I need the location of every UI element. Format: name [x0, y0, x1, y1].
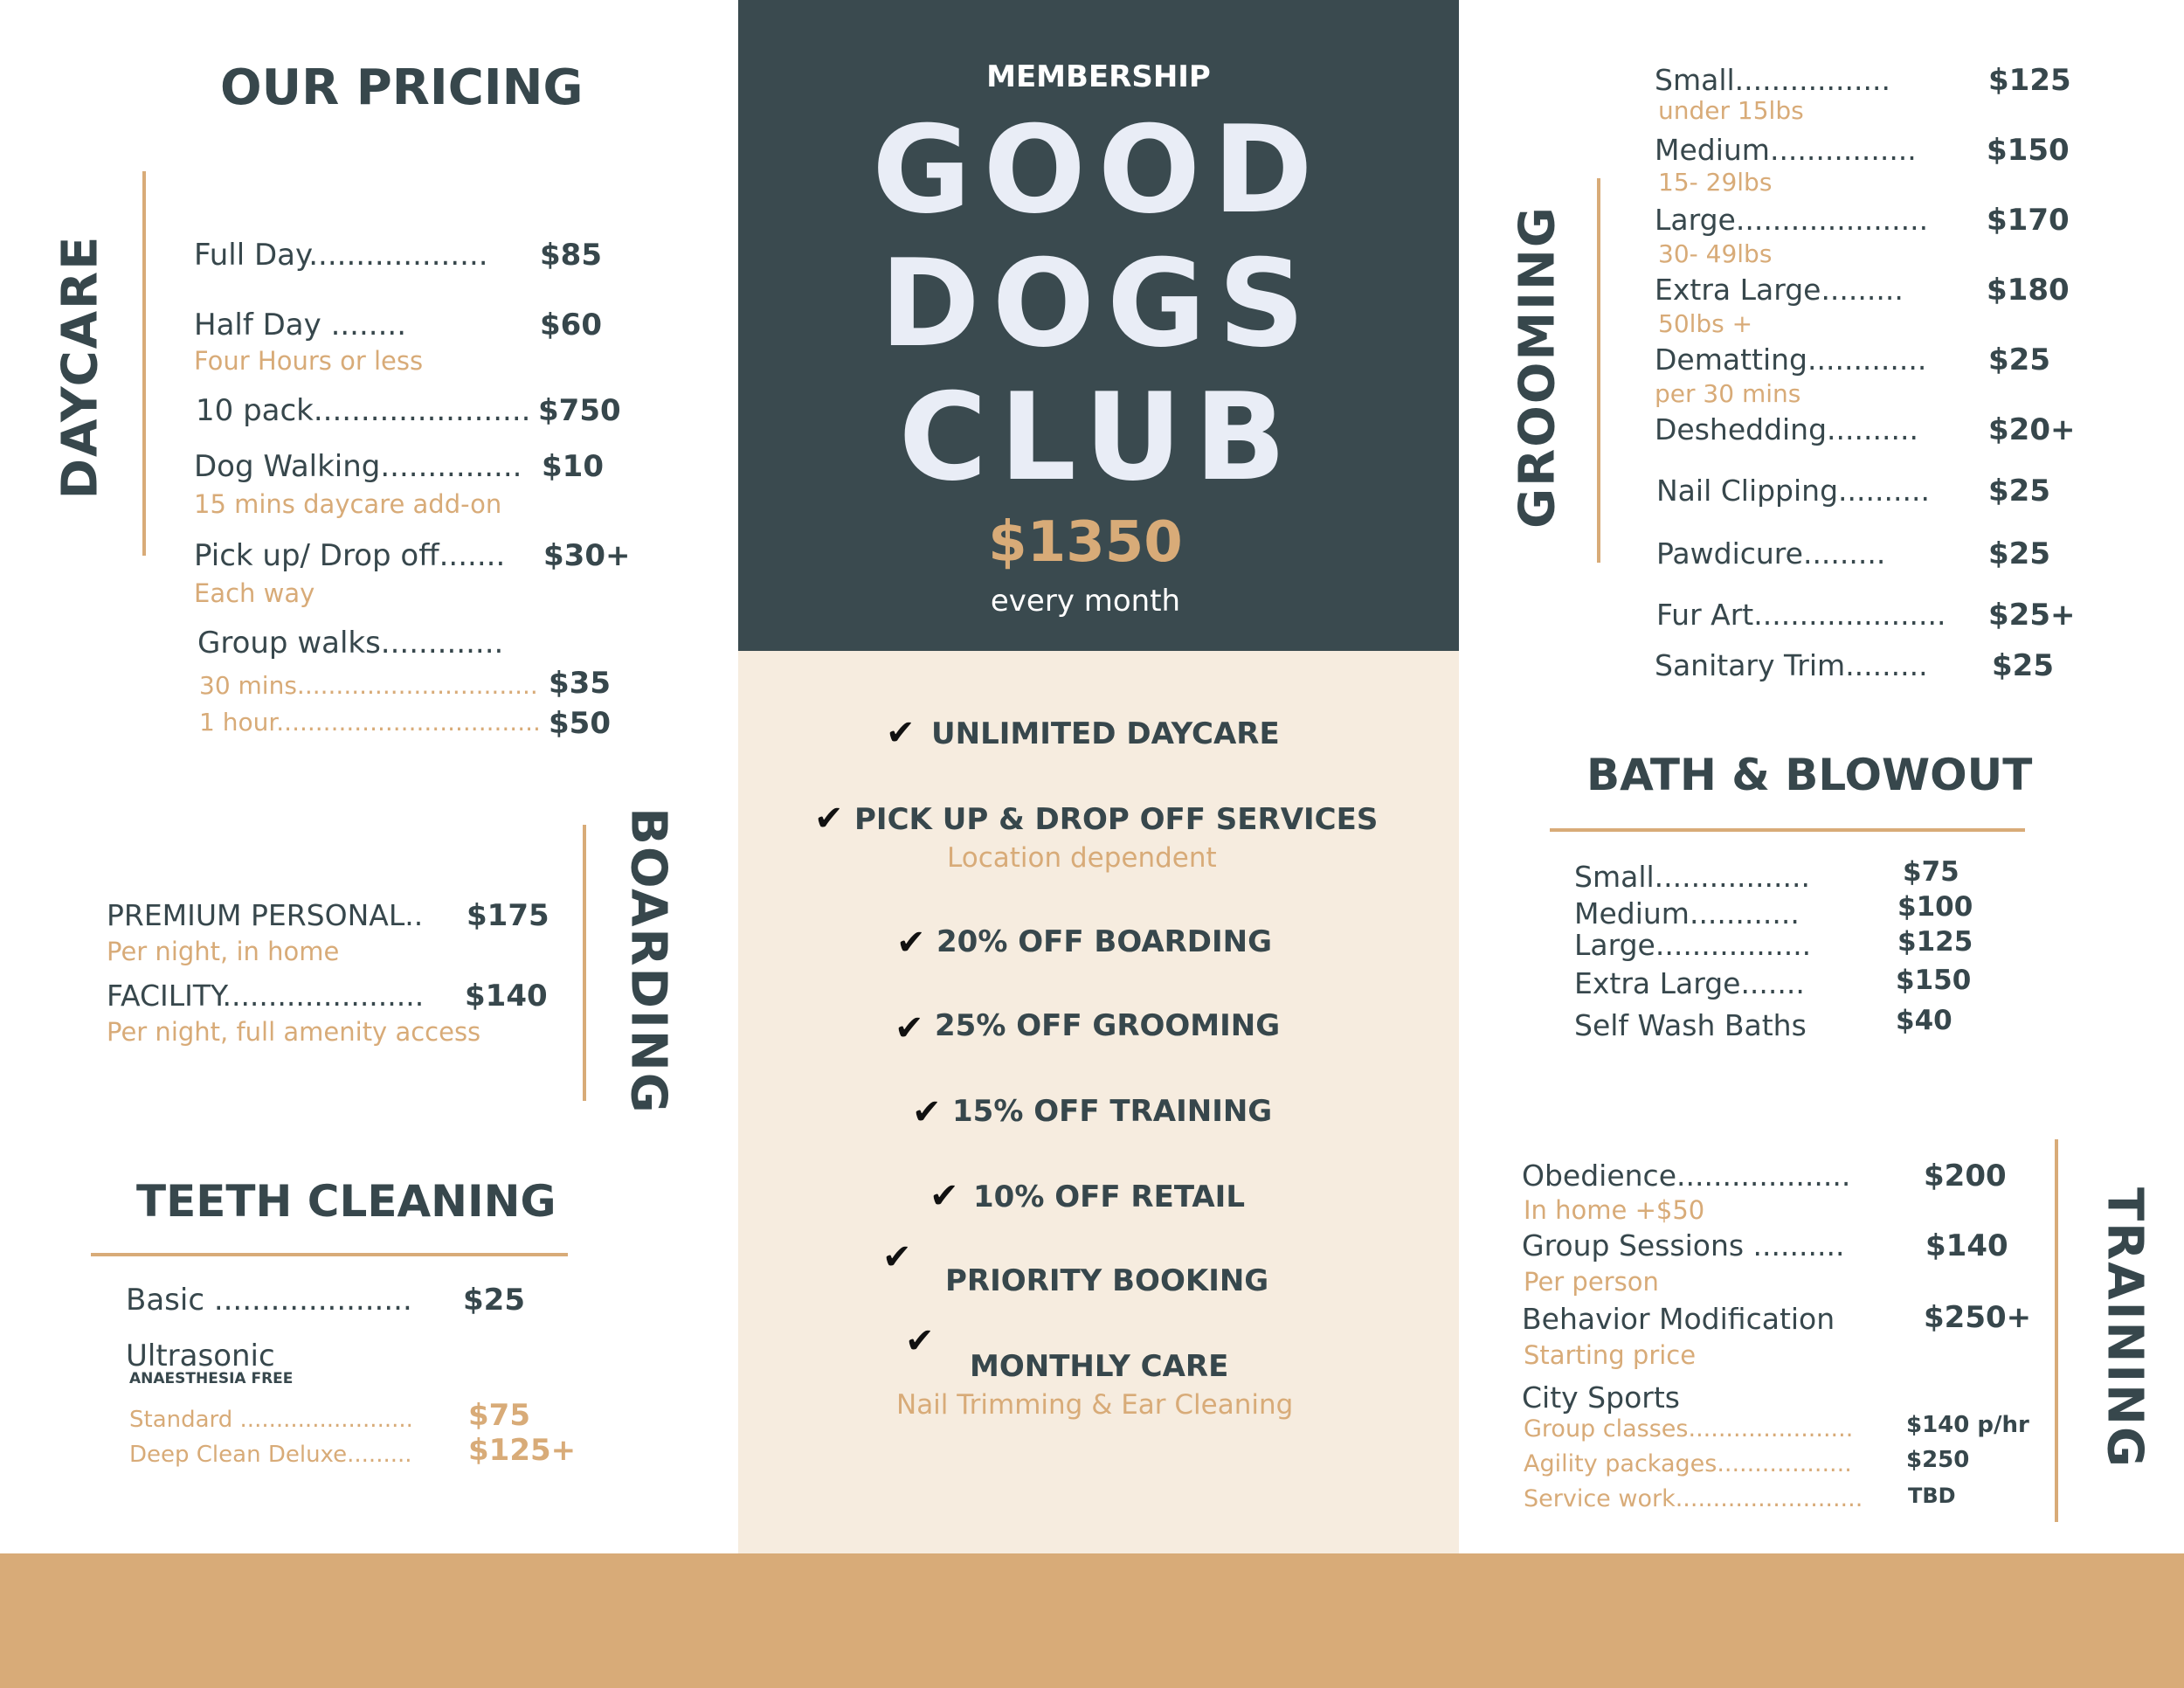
list-item-note: 15- 29lbs [1658, 168, 1773, 197]
list-item-price: $35 [549, 666, 611, 701]
list-item-price: $250 [1906, 1447, 1970, 1473]
list-item-price: $10 [542, 449, 604, 484]
benefit-title: 25% OFF GROOMING [935, 1008, 1281, 1043]
list-item-name: Full Day................... [194, 238, 488, 273]
list-item-price: $25 [463, 1283, 525, 1318]
list-item-note: under 15lbs [1658, 96, 1804, 125]
check-icon: ✔ [930, 1176, 959, 1216]
list-item-price: $140 [1925, 1228, 2008, 1263]
list-item-name: Small................. [1574, 860, 1810, 894]
list-item-price: $25 [1988, 474, 2050, 508]
list-item-note: Starting price [1524, 1340, 1697, 1370]
list-item-name: Behavior Modification [1522, 1302, 1835, 1336]
list-item-price: $30+ [543, 538, 631, 573]
check-icon: ✔ [882, 1237, 912, 1277]
list-item-name: 30 mins............................... [199, 671, 538, 700]
list-item-name: Extra Large......... [1655, 273, 1904, 307]
list-item-name: Large..................... [1655, 203, 1929, 237]
benefit-title: 10% OFF RETAIL [973, 1180, 1245, 1214]
training-heading: TRAINING [2096, 1186, 2153, 1470]
footer-bar [0, 1553, 2184, 1688]
list-item-price: $25 [1988, 342, 2050, 377]
list-item-note: Each way [194, 578, 315, 608]
club-name-line1: GOOD [872, 100, 1325, 240]
benefit-title: 15% OFF TRAINING [952, 1094, 1273, 1129]
list-item-name: 10 pack....................... [196, 393, 531, 428]
boarding-heading: BOARDING [619, 807, 677, 1115]
list-item-price: $25 [1988, 536, 2050, 571]
list-item-price: $150 [1896, 965, 1972, 996]
list-item-name: Pick up/ Drop off....... [194, 538, 506, 573]
list-item-price: $40 [1896, 1005, 1952, 1036]
list-item-price: $25+ [1988, 598, 2076, 633]
list-item-name: Agility packages.................. [1524, 1450, 1852, 1477]
club-name-line2: DOGS [880, 233, 1317, 374]
list-item-price: $125 [1988, 63, 2071, 98]
list-item-name: Medium................ [1655, 133, 1917, 167]
list-item-price: $200 [1924, 1159, 2007, 1193]
list-item-name: Half Day ........ [194, 308, 407, 342]
list-item-name: Ultrasonic [126, 1339, 275, 1373]
list-item-price: $140 p/hr [1906, 1412, 2029, 1438]
list-item-name: FACILITY...................... [107, 979, 425, 1013]
list-item-name: Dog Walking............... [194, 449, 522, 484]
list-item-price: $20+ [1988, 412, 2076, 447]
check-icon: ✔ [895, 1008, 924, 1048]
check-icon: ✔ [896, 923, 926, 963]
list-item-price: $75 [468, 1398, 530, 1433]
list-item-name: Pawdicure......... [1656, 536, 1886, 571]
list-item-price: $85 [540, 238, 602, 273]
check-icon: ✔ [814, 799, 844, 839]
check-icon: ✔ [905, 1321, 935, 1361]
list-item-name: Fur Art..................... [1656, 598, 1946, 632]
daycare-divider [142, 171, 146, 556]
list-item-name: Group Sessions .......... [1522, 1228, 1845, 1263]
training-divider [2055, 1139, 2058, 1522]
list-item-name: Sanitary Trim......... [1655, 648, 1928, 682]
list-item-price: $25 [1992, 648, 2054, 683]
benefit-note: Nail Trimming & Ear Cleaning [896, 1389, 1294, 1421]
list-item-note: In home +$50 [1524, 1195, 1705, 1225]
membership-label: MEMBERSHIP [986, 59, 1211, 94]
list-item-name: Deshedding.......... [1655, 412, 1918, 446]
list-item-name: Group classes...................... [1524, 1415, 1854, 1442]
list-item-name: PREMIUM PERSONAL.. [107, 898, 424, 932]
list-item-name: City Sports [1522, 1380, 1680, 1415]
teeth-heading: TEETH CLEANING [136, 1176, 556, 1227]
check-icon: ✔ [912, 1092, 942, 1132]
list-item-note: 30- 49lbs [1658, 239, 1773, 268]
list-item-note: Per night, in home [107, 937, 340, 966]
list-item-name: Dematting............. [1655, 342, 1927, 377]
list-item-price: $100 [1897, 891, 1973, 923]
bath-divider [1550, 828, 2025, 832]
list-item-note: ANAESTHESIA FREE [129, 1370, 294, 1387]
list-item-name: Deep Clean Deluxe......... [129, 1442, 412, 1468]
list-item-price: $140 [465, 979, 548, 1013]
list-item-name: Small................. [1655, 63, 1890, 97]
list-item-price: $750 [538, 393, 621, 428]
boarding-divider [583, 825, 586, 1101]
list-item-name: Service work......................... [1524, 1485, 1863, 1512]
list-item-name: 1 hour.................................. [199, 708, 541, 737]
list-item-price: $60 [540, 308, 602, 342]
benefit-title: PICK UP & DROP OFF SERVICES [854, 802, 1379, 837]
membership-price: $1350 [988, 510, 1183, 575]
teeth-divider [91, 1253, 568, 1256]
list-item-name: Self Wash Baths [1574, 1008, 1807, 1042]
list-item-price: $75 [1903, 856, 1959, 888]
daycare-heading: DAYCARE [52, 234, 109, 500]
list-item-note: per 30 mins [1655, 379, 1801, 408]
benefit-title: MONTHLY CARE [970, 1349, 1229, 1384]
check-icon: ✔ [886, 713, 916, 753]
list-item-note: 15 mins daycare add-on [194, 489, 502, 519]
list-item-name: Large................. [1574, 928, 1812, 962]
grooming-divider [1597, 178, 1600, 563]
list-item-price: $125+ [468, 1433, 577, 1468]
list-item-price: $50 [549, 706, 611, 741]
list-item-price: TBD [1908, 1484, 1956, 1508]
list-item-name: Standard ........................ [129, 1407, 413, 1433]
list-item-name: Obedience................... [1522, 1159, 1851, 1193]
club-name-line3: CLUB [898, 367, 1299, 508]
list-item-price: $170 [1987, 203, 2070, 238]
list-item-price: $125 [1897, 926, 1973, 958]
list-item-note: 50lbs + [1658, 309, 1753, 338]
list-item-name: Group walks............. [197, 626, 504, 661]
membership-period: every month [990, 584, 1181, 619]
list-item-name: Nail Clipping.......... [1656, 474, 1930, 508]
page-title: OUR PRICING [220, 59, 584, 116]
list-item-name: Medium............ [1574, 896, 1800, 930]
benefit-note: Location dependent [947, 842, 1217, 874]
list-item-price: $150 [1987, 133, 2070, 168]
bath-heading: BATH & BLOWOUT [1586, 750, 2033, 800]
list-item-price: $250+ [1924, 1300, 2032, 1335]
list-item-price: $180 [1987, 273, 2070, 308]
list-item-price: $175 [467, 898, 549, 933]
list-item-note: Four Hours or less [194, 346, 424, 376]
list-item-note: Per night, full amenity access [107, 1017, 481, 1047]
benefit-title: PRIORITY BOOKING [945, 1263, 1269, 1298]
list-item-name: Basic ..................... [126, 1283, 412, 1318]
grooming-heading: GROOMING [1509, 205, 1566, 529]
list-item-note: Per person [1524, 1267, 1659, 1297]
list-item-name: Extra Large....... [1574, 966, 1805, 1000]
benefit-title: UNLIMITED DAYCARE [931, 716, 1280, 751]
benefit-title: 20% OFF BOARDING [936, 924, 1273, 959]
